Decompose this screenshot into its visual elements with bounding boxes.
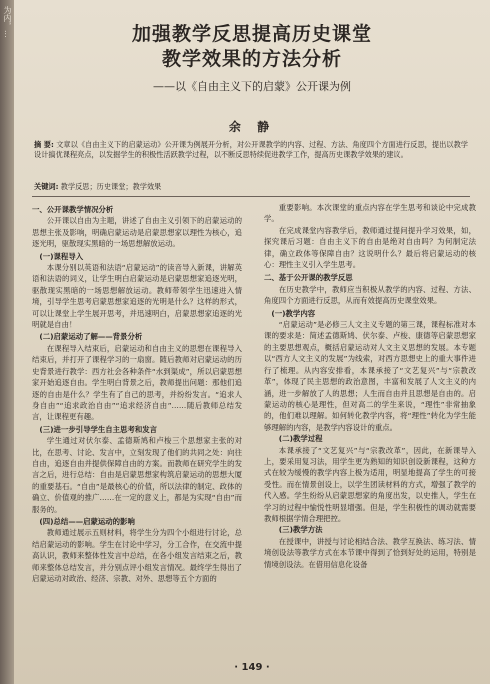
keywords-text: 教学反思；历史课堂；教学效果 bbox=[60, 182, 162, 191]
section-heading: (二)启蒙运动了解——背景分析 bbox=[39, 332, 143, 342]
section-heading: (三)进一步引导学生自主思考和发言 bbox=[39, 424, 158, 434]
paragraph: 教师通过展示五则材料，将学生分为四个小组进行讨论，总结启蒙运动的影响。学生在讨论中学习，分工合作，在交流中提高认识，教师来整体性发言中总结，在各小组发言结束之后，教师来整体总结发言，并分别点评小组发言情况。最终学生得出了启蒙运动对政治、经济、宗教、对外、思想等五个方面的 bbox=[32, 528, 242, 583]
page-number: · 149 · bbox=[234, 662, 270, 673]
paragraph: “启蒙运动”是必修三人文主义专题的第三课，课程标准对本课的要求是：简述孟德斯鸠、伏尔泰、卢梭、康德等启蒙思想家的主要思想观点，概括启蒙运动对人文主义思想的发展。本专题以“西方人文主义的发展”为线索，对西方思想史上的重大事件进行了梳理。从内容安排看，本课承接了“文艺复兴”与“宗教改革”，体现了民主思想的政治意图，丰富和发展了人文主义的内涵，进一步解放了人的思想；人生而自由并且思想是自由的。启蒙运动的核心是理性，但对高二的学生来说，“理性”非常抽象的，他们难以理解。如何转化教学内容，将“理性”转化为学生能够理解的内容，是教学内容设计的重点。 bbox=[264, 320, 476, 432]
journal-page bbox=[14, 0, 490, 684]
article-title-line2: 教学效果的方法分析 bbox=[161, 48, 342, 70]
section-heading: (一)教学内容 bbox=[271, 308, 316, 318]
section-heading: (三)教学方法 bbox=[278, 525, 323, 535]
paragraph: 本课承接了“文艺复兴”与“宗教改革”，因此，在新课导入上，要采用复习法，用学生更为熟知的知识创设新课程，这种方式在较为缓慢的教学内容上极为适用，明显地提高了学生的可接受性。而在情景创设上，以学生团读材料的方式，增强了教学的代入感。学生纷纷从启蒙思想家的角度出发，以史推人，学生在学习的过程中愉悦性明显增强。但是，学生积极性的调动就需要教师根据学情合理把控。 bbox=[264, 445, 476, 523]
article-title-line1: 加强教学反思提高历史课堂 bbox=[131, 23, 372, 45]
section-heading: (二)教学过程 bbox=[278, 434, 323, 444]
paragraph: 在课程导入结束后，启蒙运动和自由主义的思想在课程导入结束后，并打开了课程学习的一扇窗。随后教师对启蒙运动的历史背景进行教学：西方社会各种条件“水到渠成”，所以启蒙思想家开始追逐自由。学生明白背景之后，教师提出问题：那他们追逐的自由是什么？学生有了自己的思考，并纷纷发言。“追求人身自由”“追求政治自由”“追求经济自由”……随后教师总结发言，让课程更有趣。 bbox=[32, 343, 242, 422]
article-subtitle: ——以《自由主义下的启蒙》公开课为例 bbox=[153, 80, 351, 93]
abstract-label: 摘 要: bbox=[34, 140, 54, 149]
adjacent-page-edge bbox=[0, 0, 14, 684]
section-heading: 一、公开课教学情况分析 bbox=[32, 205, 114, 214]
keywords-label: 关键词: bbox=[34, 182, 59, 191]
abstract bbox=[34, 140, 468, 160]
section-divider bbox=[32, 196, 470, 197]
section-heading: (一)课程导入 bbox=[39, 251, 84, 261]
section-heading: (四)总结——启蒙运动的影响 bbox=[39, 516, 135, 526]
section-heading: 二、基于公开课的教学反思 bbox=[264, 273, 353, 283]
right-text-column bbox=[264, 202, 476, 570]
author-name: 余 静 bbox=[228, 120, 276, 134]
left-text-column bbox=[32, 202, 242, 584]
paragraph: 重要影响。本次课堂的重点内容在学生思考和谈论中完成教学。 bbox=[264, 203, 476, 224]
paragraph: 本课分别以英语和法语“启蒙运动”的读音导入新课，讲解英语和法语的词义，让学生明白启蒙运动是启蒙思想家追逐光明，驱散现实黑暗的一场思想解放运动。教师带领学生迅速进入情境，引导学生思考启蒙思想家追逐的光明是什么？这样的形式，可以让课堂上学生展开思考，并迅速明白，启蒙思想家追逐的光明就是自由！ bbox=[32, 263, 242, 330]
paragraph: 在授课中，讲授与讨论相结合法、教学互换法、练习法、情境创设法等教学方式在本节课中得到了恰到好处的运用，特别是情境创设法。在借用信息化设备 bbox=[264, 536, 476, 569]
paragraph: 在完成课堂内容教学后，教师通过提问提升学习效果，如，探究课后习题：自由主义下的自由是绝对自由吗？为何制定法律，确立政体等保障自由？这说明什么？最后将启蒙运动的核心：理性主义引入学生思考。 bbox=[264, 225, 476, 270]
paragraph: 在历史教学中，教师应当积极从教学的内容、过程、方法、角度四个方面进行反思，从而有效提高历史课堂效果。 bbox=[264, 284, 476, 306]
adjacent-page-text: 为内，... bbox=[3, 6, 12, 38]
keywords bbox=[34, 182, 468, 192]
paragraph: 公开课以自由为主题，讲述了自由主义引领下的启蒙运动的思想主张及影响，明确启蒙运动是启蒙思想家以理性为核心，追逐光明，驱散现实黑暗的一场思想解放运动。 bbox=[32, 216, 242, 249]
abstract-text: 文章以《自由主义下的启蒙运动》公开课为例展开分析，对公开课教学的内容、过程、方法、角度四个方面进行反思，提出以教学设计搞优课程亮点，以发掘学生的积极性活跃教学过程，以不断反思特续促进教学工作，提高历史课教学效果的建议。 bbox=[34, 140, 468, 159]
paragraph: 学生通过对伏尔泰、孟德斯鸠和卢梭三个思想家主张的对比，在思考、讨论、发言中，立刻发现了他们的共同之处：向往自由，追逐自由并提供保障自由的方案。而教师在研究学生的发言之后，进行总结：自由是启蒙思想家构筑启蒙运动的思想大厦的重要基石。“自由”是最核心的价值，所以法律的制定、政体的确立、价值观的推广……在一定的意义上，都是为实现“自由”而服务的。 bbox=[32, 436, 242, 514]
